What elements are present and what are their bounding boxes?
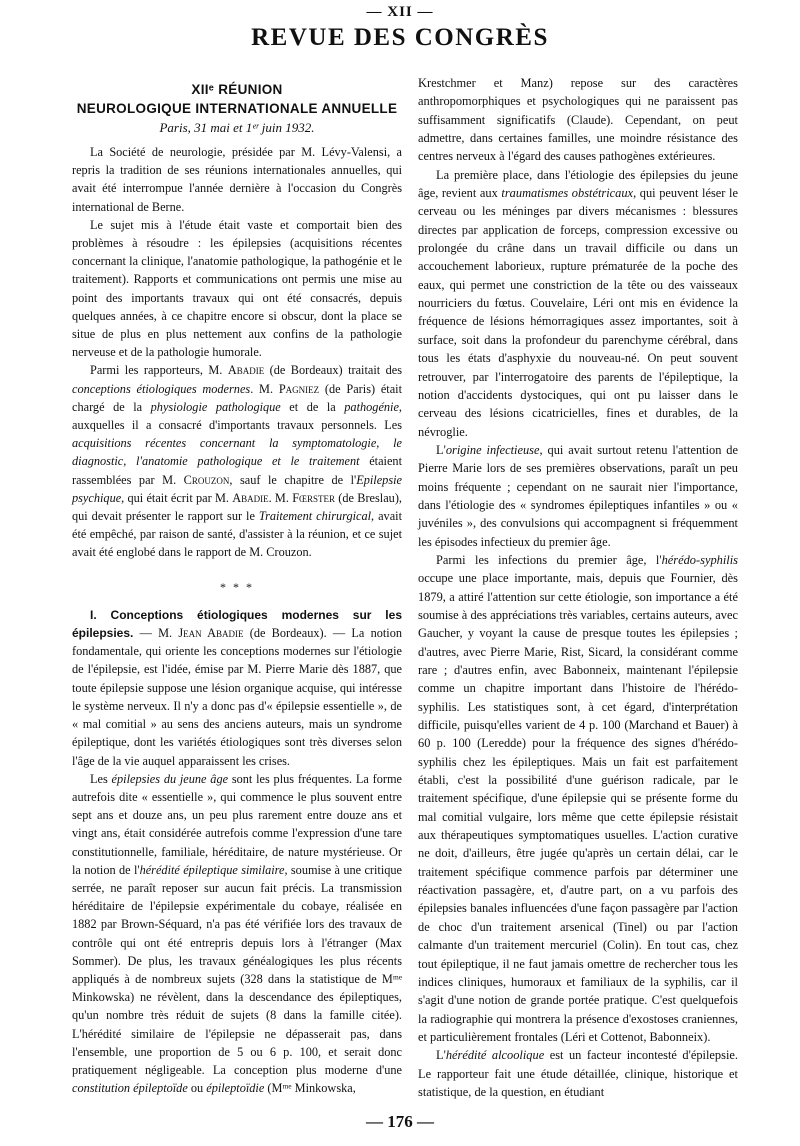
- paragraph: L'origine infectieuse, qui avait surtout retenu l'attention de Pierre Marie lors de ses premières observations, paraît un peu moins fréquente ; cependant on ne saurait nier l'importance, dans l'étiologie des « syndromes épileptiques infantiles » ou « juvéniles », des convulsions qui accompagnent si fréquemment les épisodes infectieux du premier âge.: [418, 442, 739, 549]
- left-column: [72, 80, 402, 1097]
- paragraph: Parmi les infections du premier âge, l'hérédo-syphilis occupe une place importante, mais, depuis que Fournier, dès 1879, a attiré l'attention sur cette étiologie, son importance a été soumise à des appréciations très variables, certains auteurs, avec Gaucher, y voyant la cause de presque toutes les épilepsies ; d'autres, avec Pierre Marie, Rist, Sicard, la considérant comme rare ; d'autres enfin, avec Babonneix, maintenant l'épilepsie comme un chapitre important dans l'histoire de l'hérédo-syphilis. Les statistiques sont, à cet égard, d'interprétation difficile, puisqu'elles varient de 4 p. 100 (Marchand et Bauer) à 60 p. 100 (Leredde) pour la fréquence des signes d'hérédo-syphilis chez les épileptiques. Mais un fait est parfaitement établi, c'est la possibilité d'une guérison radicale, par le traitement spécifique, d'une épilepsie qui se présente forme du mal comitial vulgaire, lors même que cette épilepsie résistait aux thérapeutiques symptomatiques usuelles. L'action curative ne doit, d'ailleurs, être jugée qu'après un certain délai, car le traitement spécifique commence parfois par déterminer une réactivation passagère, et, d'autre part, on a vu parfois des épilepsies banales influencées d'une façon passagère par l'action de choc d'un traitement arsenical (Tinel) ou par l'action calmante d'un traitement mercuriel (Colin). En tout cas, chez tout épileptique, il ne faut jamais omettre de rechercher tous les indices cliniques, humoraux et familiaux de la syphilis, car il s'agit d'une notion de grande portée pratique. C'est quelquefois la radiographie qui montrera la présence d'exostoses craniennes, et particulièrement frontales (Léri et Cottenot, Babonneix).: [418, 552, 738, 1044]
- article-heading: [72, 80, 402, 137]
- page-number: — 176 —: [366, 1112, 434, 1131]
- paragraph: La Société de neurologie, présidée par M. Lévy-Valensi, a repris la tradition de ses réunions internationales annuelles, qui avait été interrompue l'année dernière à l'occasion du Congrès international de Berne.: [72, 145, 402, 214]
- paragraph-rapporteurs: Parmi les rapporteurs, M. Abadie (de Bordeaux) traitait des conceptions étiologiques modernes. M. Pagniez (de Paris) était chargé de la physiologie pathologique et de la pathogénie, auxquelles il a consacré d'importants travaux personnels. Les acquisitions récentes concernant la symptomatologie, le diagnostic, l'anatomie pathologique et le traitement étaient rassemblées par M. Crouzon, sauf le chapitre de l'Epilepsie psychique, qui était écrit par M. Abadie. M. Fœrster (de Breslau), qui devait présenter le rapport sur le Traitement chirurgical, avait été empêché, par raison de santé, d'assister à la réunion, et ce sujet avait été englobé dans le rapport de M. Crouzon.: [72, 363, 403, 560]
- paragraph: L'hérédité alcoolique est un facteur incontesté d'épilepsie. Le rapporteur fait une étude détaillée, clinique, historique et statistique, de la question, en étudiant: [418, 1048, 738, 1099]
- page-title: REVUE DES CONGRÈS: [251, 24, 549, 51]
- section-separator: * * *: [220, 579, 254, 594]
- page-roman-numeral: — XII —: [366, 4, 434, 20]
- heading-date-place: Paris, 31 mai et 1ᵉʳ juin 1932.: [159, 120, 315, 135]
- paragraph: Les épilepsies du jeune âge sont les plus fréquentes. La forme autrefois dite « essentielle », qui commence le plus souvent entre sept ans et douze ans, un peu plus rarement entre douze ans et vingt ans, était considérée autrefois comme l'expression d'une tare constitutionnelle, familiale, héréditaire, de nature mystérieuse. Or la notion de l'hérédité épileptique similaire, soumise à une critique serrée, ne paraît reposer sur aucun fait précis. La transmission héréditaire de l'épilepsie expérimentale du cobaye, réalisée en 1882 par Brown-Séquard, n'a pas été vérifiée lors des travaux de contrôle qui ont été entrepris depuis lors à l'étranger (Max Sommer). De plus, les travaux généalogiques les plus récents appliqués à de nombreux sujets (328 dans la statistique de Mᵐᵉ Minkowska) ne révèlent, dans la descendance des épileptiques, qu'un nombre très réduit de sujets (8 dans la famille citée). L'hérédité similaire de l'épilepsie ne dépasserait pas, dans l'ensemble, une proportion de 5 ou 6 p. 100, et serait donc pratiquement négligeable. La conception plus moderne d'une constitution épileptoïde ou épileptoïdie (Mᵐᵉ Minkowska,: [72, 771, 403, 1096]
- heading-meeting-number: XIIᵉ RÉUNION: [191, 82, 283, 97]
- paragraph-continued: Krestchmer et Manz) repose sur des caractères anthropomorphiques et psychologiques qui ne paraissent pas suffisamment significatifs (Claude). Cependant, on peut admettre, dans certaines familles, une moindre résistance des centres nerveux à l'égard des causes pathogènes extérieures.: [418, 76, 738, 164]
- paragraph: La première place, dans l'étiologie des épilepsies du jeune âge, revient aux traumatismes obstétricaux, qui peuvent léser le cerveau ou les méninges par divers mécanismes : blessures directes par application de forceps, compression excessive ou prolongée du crâne dans un travail difficile ou dans un accouchement laborieux, rupture prématurée de la poche des eaux, qui permet une constriction de la tête ou des vaisseaux nourriciers du fœtus. Couvelaire, Léri ont mis en évidence la fréquence de lésions hémorragiques assez importantes, soit à surface, soit dans la profondeur du parenchyme cérébral, dans tous les états d'asphyxie du nouveau-né. On peut souvent retrouver, par l'interrogatoire des parents de l'épileptique, la notion d'accidents dystociques, qui ont pu laisser dans le cerveau des lésions cicatricielles, fines et durables, de la névroglie.: [418, 167, 738, 439]
- section-1-title: I. Conceptions étiologiques modernes sur les épilepsies.: [72, 607, 402, 641]
- paragraph: Le sujet mis à l'étude était vaste et comportait bien des problèmes à résoudre : les épilepsies (acquisitions récentes concernant la clinique, l'anatomie pathologique, la pathogénie et le traitement). Rapports et communications ont permis une mise au point des importants travaux qui ont été consacrés, depuis quelques années, à ce chapitre encore si obscur, dont la place se situe de plus en plus nettement aux confins de la pathologie nerveuse et de la pathologie humorale.: [72, 217, 402, 360]
- section-1-paragraph: I. Conceptions étiologiques modernes sur les épilepsies. — M. Jean Abadie (de Bordeaux). — La notion fondamentale, qui oriente les conceptions modernes sur l'étiologie de l'épilepsie, est l'idée, émise par M. Pierre Marie dès 1887, que toute épilepsie suppose une lésion organique acquise, qui intéresse le système nerveux. Il n'y a donc pas d'« épilepsie essentielle », de « mal comitial » au sens des anciens auteurs, mais un syndrome épileptique, dont les variétés étiologiques sont très diverses selon l'âge de la vie auquel apparaissent les crises.: [72, 607, 402, 768]
- heading-meeting-name: NEUROLOGIQUE INTERNATIONALE ANNUELLE: [76, 101, 398, 116]
- right-column: [418, 74, 738, 1101]
